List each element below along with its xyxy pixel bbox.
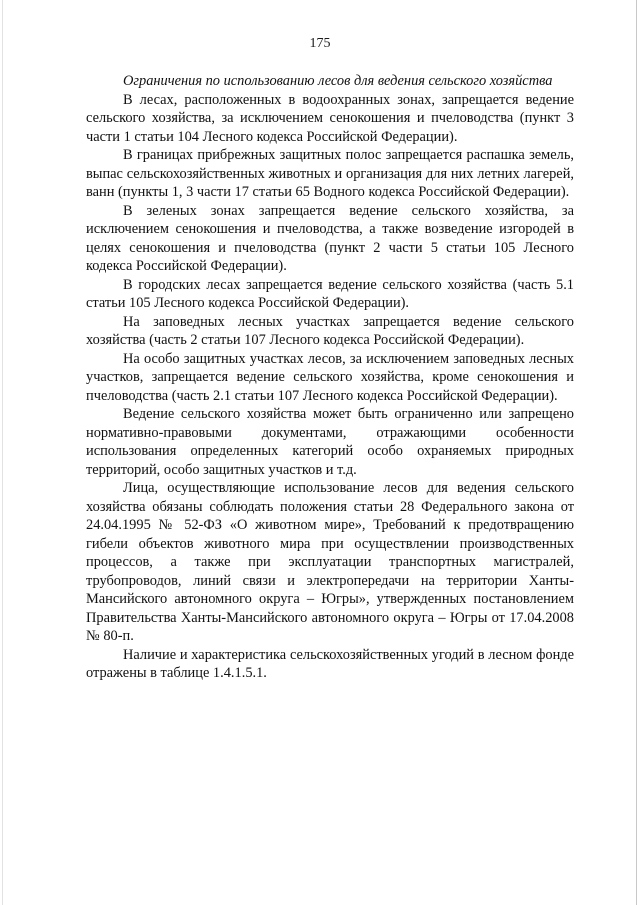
document-body [86,72,574,683]
paragraph-coastal-strips: В границах прибрежных защитных полос запрещается распашка земель, выпас сельскохозяйственных животных и организация для них летних лагерей, ванн (пункты 1, 3 части 17 статьи 65 Водного кодекса Российской Федерации). [86,147,574,200]
paragraph-green-zones: В зеленых зонах запрещается ведение сельского хозяйства, за исключением сенокошения и пчеловодства, а также возведение изгородей в целях сенокошения и пчеловодства (пункт 2 части 5 статьи 105 Лесного кодекса Российской Федерации). [86,202,574,274]
paragraph-reserved-plots: На заповедных лесных участках запрещается ведение сельского хозяйства (часть 2 статьи 107 Лесного кодекса Российской Федерации). [86,313,574,348]
paragraph-wildlife-requirements: Лица, осуществляющие использование лесов для ведения сельского хозяйства обязаны соблюдать положения статьи 28 Федерального закона от 24.04.1995 № 52-ФЗ «О животном мире», Требований к предотвращению гибели объектов животного мира при осуществлении производственных процессов, а также при эксплуатации транспортных магистралей, трубопроводов, линий связи и электропередачи на территории Ханты-Мансийского автономного округа – Югры», утвержденных постановлением Правительства Ханты-Мансийского автономного округа – Югры от 17.04.2008 № 80-п. [86,480,574,644]
paragraph-water-protection-zones: В лесах, расположенных в водоохранных зонах, запрещается ведение сельского хозяйства, за исключением сенокошения и пчеловодства (пункт 3 части 1 статьи 104 Лесного кодекса Российской Федерации). [86,91,574,145]
paragraph-table-reference: Наличие и характеристика сельскохозяйственных угодий в лесном фонде отражены в таблице 1.4.1.5.1. [86,646,574,681]
scan-edge-left [2,0,3,905]
scan-edge-right [636,0,637,905]
section-heading: Ограничения по использованию лесов для ведения сельского хозяйства [123,73,553,89]
page-number: 175 [309,36,331,51]
paragraph-urban-forests: В городских лесах запрещается ведение сельского хозяйства (часть 5.1 статьи 105 Лесного кодекса Российской Федерации). [86,276,574,311]
paragraph-normative-restrictions: Ведение сельского хозяйства может быть ограниченно или запрещено нормативно-правовыми документами, отражающими особенности использования определенных категорий особо охраняемых природных территорий, особо защитных участков и т.д. [86,406,574,478]
paragraph-protective-plots: На особо защитных участках лесов, за исключением заповедных лесных участков, запрещается ведение сельского хозяйства, кроме сенокошения и пчеловодства (часть 2.1 статьи 107 Лесного кодекса Российской Федерации). [86,350,574,404]
